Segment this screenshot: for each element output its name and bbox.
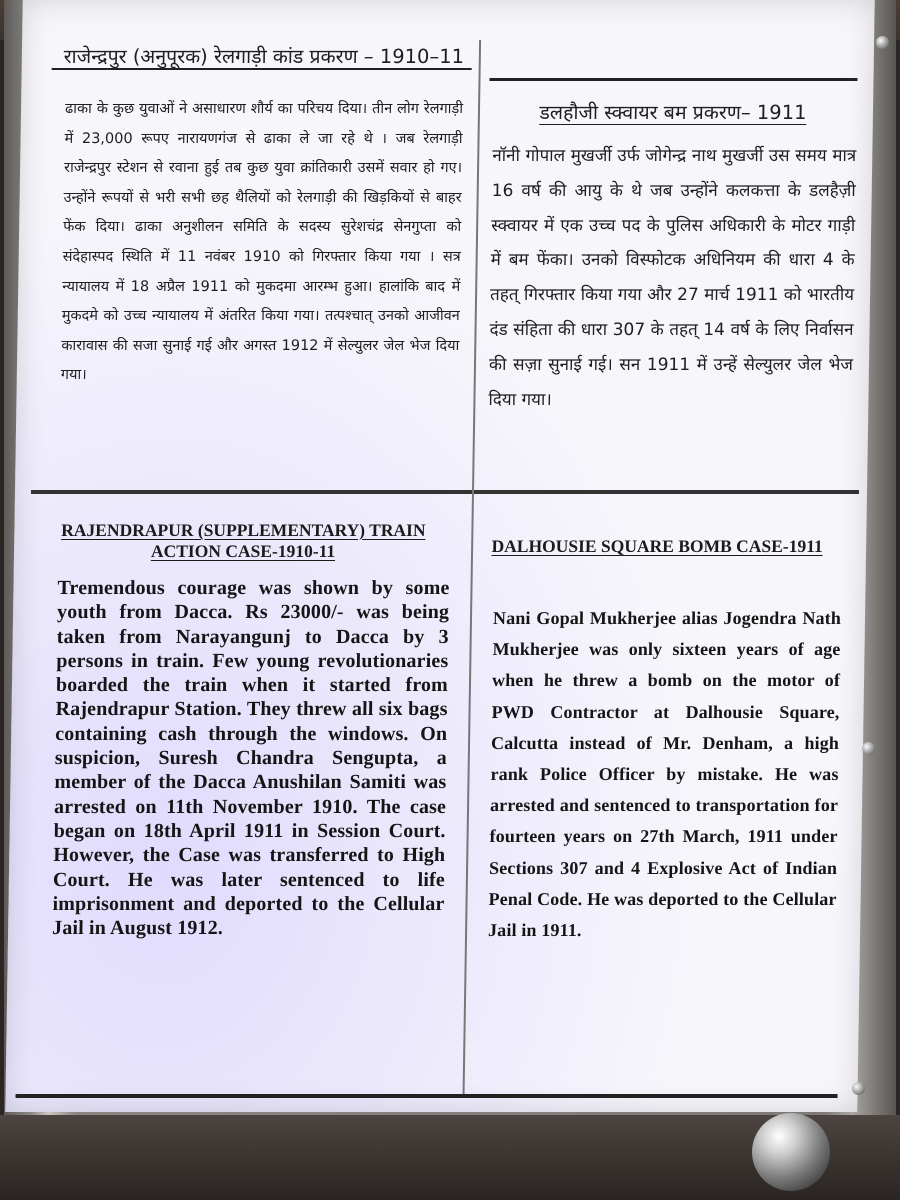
hindi-left-body: ढाका के कुछ युवाओं ने असाधारण शौर्य का परिचय दिया। तीन लोग रेलगाड़ी में 23,000 रूपए नारायणगंज से ढाका ले जा रहे थे । जब रेलगाड़ी राजेन्द्रपुर स्टेशन से रवाना हुई तब कुछ युवा क्रांतिकारी उसमें सवार हो गए। उन्होंने रूपयों से भरी सभी छह थैलियों को रेलगाड़ी की खिड़कियों से बाहर फेंक दिया। ढाका अनुशीलन समिति के सदस्य सुरेशचंद्र सेनगुप्ता को संदेहास्पद स्थिति में 11 नवंबर 1910 को गिरफ्तार किया गया । सत्र न्यायालय में 18 अप्रैल 1911 को मुकदमा आरम्भ हुआ। हालांकि बाद में मुकदमे को उच्च न्यायालय में अंतरित किया गया। तत्पश्चात् उनको आजीवन कारावास की सजा सुनाई गई और अगस्त 1912 में सेल्युलर जेल भेज दिया गया।	[60, 101, 464, 384]
english-right-body: Nani Gopal Mukherjee alias Jogendra Nath Mukherjee was only sixteen years of age when he threw a bomb on the motor of PWD Contractor at Dalhousie Square, Calcutta instead of Mr. Denham, a high rank Police Officer by mistake. He was arrested and sentenced to transportation for fourteen years on 27th March, 1911 under Sections 307 and 4 Explosive Act of Indian Penal Code. He was deported to the Cellular Jail in 1911.	[487, 608, 842, 941]
hindi-panel-right	[481, 30, 860, 500]
panel-divider-bottom	[15, 1094, 837, 1098]
hindi-right-title: डलहौजी स्क्वायर बम प्रकरण– 1911	[539, 101, 807, 124]
english-left-title	[30, 520, 457, 562]
hindi-right-body: नॉनी गोपाल मुखर्जी उर्फ जोगेन्द्र नाथ मुखर्जी उस समय मात्र 16 वर्ष की आयु के थे जब उन्होंने कलकत्ता के डलहैज़ी स्क्वायर में एक उच्च पद के पुलिस अधिकारी के मोटर गाड़ी में बम फेंका। उनको विस्फोटक अधिनियम की धारा 4 के तहत् गिरफ्तार किया गया और 27 मार्च 1911 को भारतीय दंड संहिता की धारा 307 के तहत् 14 वर्ष के लिए निर्वासन की सज़ा सुनाई गई। सन 1911 में उन्हें सेल्युलर जेल भेज दिया गया।	[488, 146, 857, 410]
hindi-panel-left	[41, 14, 480, 488]
information-panel	[5, 0, 874, 1112]
english-left-title-line1: RAJENDRAPUR (SUPPLEMENTARY) TRAIN	[61, 520, 426, 540]
english-right-title: DALHOUSIE SQUARE BOMB CASE-1911	[491, 536, 823, 556]
hindi-left-title: राजेन्द्रपुर (अनुपूरक) रेलगाड़ी कांड प्रकरण – 1910–11	[63, 45, 465, 68]
english-left-title-line2: ACTION CASE-1910-11	[150, 541, 336, 561]
frame-screw-mid-right	[862, 742, 875, 755]
english-left-body: Tremendous courage was shown by some youth from Dacca. Rs 23000/- was being taken from Narayangunj to Dacca by 3 persons in train. Few young revolutionaries boarded the train when it started from Rajendrapur Station. They threw all six bags containing cash through the windows. On suspicion, Suresh Chandra Sengupta, a member of the Dacca Anushilan Samiti was arrested on 11th November 1910. The case began on 18th April 1911 in Session Court. However, the Case was transferred to High Court. He was later sentenced to life imprisonment and deported to the Cellular Jail in August 1912.	[51, 577, 450, 940]
frame-screw-top-right	[876, 36, 889, 49]
english-panel-right	[458, 514, 848, 1054]
frame-screw-bottom-right	[852, 1082, 865, 1095]
english-panel-left	[22, 498, 457, 1058]
chrome-knob	[752, 1113, 830, 1191]
